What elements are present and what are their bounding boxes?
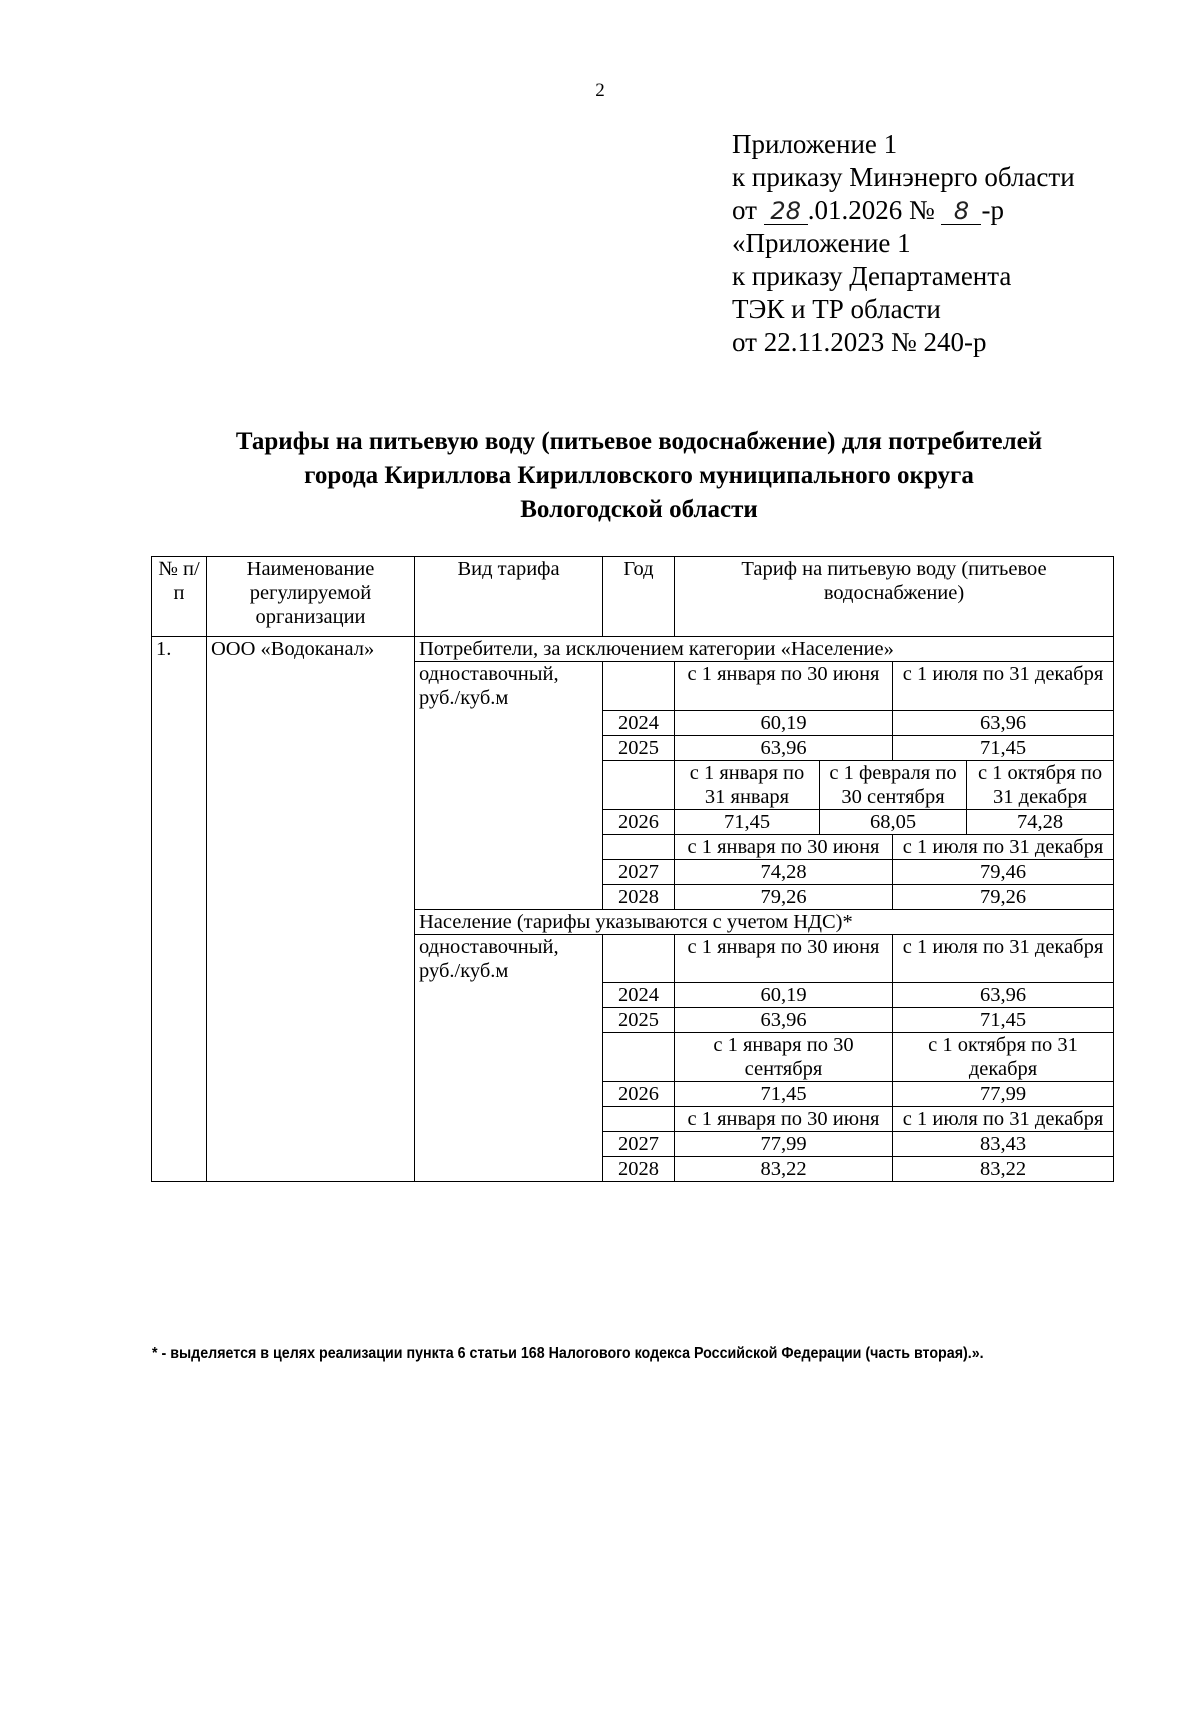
table-row bbox=[152, 884, 1114, 909]
table-row bbox=[152, 1033, 1114, 1082]
section1-tariff-type: одноставочный, руб./куб.м bbox=[415, 662, 603, 711]
table-row bbox=[152, 1082, 1114, 1107]
s2-period3-b: с 1 июля по 31 декабря bbox=[893, 1107, 1114, 1132]
tariffs-table bbox=[151, 556, 1114, 1182]
s2-value-2025-b: 71,45 bbox=[893, 1008, 1114, 1033]
page-number: 2 bbox=[595, 80, 605, 101]
s1-value-2025-b: 71,45 bbox=[893, 735, 1114, 760]
appendix-date-prefix: от bbox=[732, 195, 764, 225]
s1-year-2025: 2025 bbox=[603, 735, 675, 760]
s2-value-2028-b: 83,22 bbox=[893, 1157, 1114, 1182]
table-row bbox=[152, 637, 1114, 662]
table-row bbox=[152, 834, 1114, 859]
s1-year-2028: 2028 bbox=[603, 884, 675, 909]
appendix-date-suffix: -р bbox=[981, 195, 1004, 225]
title-line-2: города Кириллова Кирилловского муниципального округа bbox=[304, 462, 974, 489]
s2-period1-b: с 1 июля по 31 декабря bbox=[893, 934, 1114, 983]
s1-period1-b: с 1 июля по 31 декабря bbox=[893, 662, 1114, 711]
s1-year-2024: 2024 bbox=[603, 710, 675, 735]
s1-value-2024-a: 60,19 bbox=[675, 710, 893, 735]
appendix-line-1: Приложение 1 bbox=[732, 129, 898, 159]
s2-year-2025: 2025 bbox=[603, 1008, 675, 1033]
table-row bbox=[152, 710, 1114, 735]
table-row bbox=[152, 859, 1114, 884]
appendix-line-2: к приказу Минэнерго области bbox=[732, 162, 1075, 192]
table-row bbox=[152, 1132, 1114, 1157]
table-row bbox=[152, 1008, 1114, 1033]
s1-value-2026-a: 71,45 bbox=[675, 809, 820, 834]
table-row bbox=[152, 735, 1114, 760]
table-row bbox=[152, 909, 1114, 934]
s2-value-2024-a: 60,19 bbox=[675, 983, 893, 1008]
s2-value-2027-a: 77,99 bbox=[675, 1132, 893, 1157]
s1-period2-a: с 1 января по 31 января bbox=[675, 760, 820, 809]
title-line-3: Вологодской области bbox=[520, 496, 758, 523]
section2-tariff-type: одноставочный, руб./куб.м bbox=[415, 934, 603, 983]
table-row bbox=[152, 1157, 1114, 1182]
appendix-line-6: ТЭК и ТР области bbox=[732, 294, 941, 324]
appendix-date-middle: .01.2026 № bbox=[807, 195, 942, 225]
s2-value-2026-a: 71,45 bbox=[675, 1082, 893, 1107]
s1-period2-b: с 1 февраля по 30 сентября bbox=[820, 760, 967, 809]
s1-value-2028-b: 79,26 bbox=[893, 884, 1114, 909]
s2-value-2028-a: 83,22 bbox=[675, 1157, 893, 1182]
handwritten-order-number: 8 bbox=[941, 198, 981, 225]
header-year: Год bbox=[603, 557, 675, 637]
section2-title: Население (тарифы указываются с учетом НДС)* bbox=[415, 909, 1114, 934]
title-line-1: Тарифы на питьевую воду (питьевое водоснабжение) для потребителей bbox=[235, 428, 1043, 455]
s1-period2-c: с 1 октября по 31 декабря bbox=[967, 760, 1114, 809]
header-tariff: Тариф на питьевую воду (питьевое водоснабжение) bbox=[675, 557, 1114, 637]
appendix-line-4: «Приложение 1 bbox=[732, 228, 911, 258]
table-row bbox=[152, 760, 1114, 809]
s1-period3-a: с 1 января по 30 июня bbox=[675, 834, 893, 859]
appendix-block bbox=[732, 128, 1075, 359]
s2-year-2027: 2027 bbox=[603, 1132, 675, 1157]
s1-year-2026: 2026 bbox=[603, 809, 675, 834]
s2-period2-b: с 1 октября по 31 декабря bbox=[893, 1033, 1114, 1082]
section1-title: Потребители, за исключением категории «Население» bbox=[415, 637, 1114, 662]
s2-year-2026: 2026 bbox=[603, 1082, 675, 1107]
org-name: ООО «Водоканал» bbox=[207, 637, 415, 662]
s1-value-2027-b: 79,46 bbox=[893, 859, 1114, 884]
s1-value-2027-a: 74,28 bbox=[675, 859, 893, 884]
s1-value-2026-c: 74,28 bbox=[967, 809, 1114, 834]
s1-value-2025-a: 63,96 bbox=[675, 735, 893, 760]
appendix-line-7: от 22.11.2023 № 240-р bbox=[732, 327, 987, 357]
s2-value-2027-b: 83,43 bbox=[893, 1132, 1114, 1157]
header-org: Наименование регулируемой организации bbox=[207, 557, 415, 637]
s2-period2-a: с 1 января по 30 сентября bbox=[675, 1033, 893, 1082]
s2-year-2024: 2024 bbox=[603, 983, 675, 1008]
appendix-line-5: к приказу Департамента bbox=[732, 261, 1012, 291]
table-row bbox=[152, 809, 1114, 834]
s2-value-2025-a: 63,96 bbox=[675, 1008, 893, 1033]
s1-period1-a: с 1 января по 30 июня bbox=[675, 662, 893, 711]
row-number: 1. bbox=[152, 637, 207, 662]
s1-value-2024-b: 63,96 bbox=[893, 710, 1114, 735]
table-row bbox=[152, 1107, 1114, 1132]
s2-value-2026-b: 77,99 bbox=[893, 1082, 1114, 1107]
s2-period3-a: с 1 января по 30 июня bbox=[675, 1107, 893, 1132]
header-num: № п/п bbox=[152, 557, 207, 637]
s2-year-2028: 2028 bbox=[603, 1157, 675, 1182]
s2-period1-a: с 1 января по 30 июня bbox=[675, 934, 893, 983]
handwritten-day: 28 bbox=[764, 198, 808, 225]
s1-value-2026-b: 68,05 bbox=[820, 809, 967, 834]
footnote: * - выделяется в целях реализации пункта 6 статьи 168 Налогового кодекса Российской Федерации (часть вторая).». bbox=[152, 1345, 984, 1362]
s2-value-2024-b: 63,96 bbox=[893, 983, 1114, 1008]
document-title bbox=[150, 425, 1128, 527]
table-row bbox=[152, 983, 1114, 1008]
header-type: Вид тарифа bbox=[415, 557, 603, 637]
table-row bbox=[152, 662, 1114, 711]
s1-value-2028-a: 79,26 bbox=[675, 884, 893, 909]
table-row bbox=[152, 934, 1114, 983]
s1-year-2027: 2027 bbox=[603, 859, 675, 884]
table-header-row bbox=[152, 557, 1114, 637]
appendix-line-3 bbox=[732, 194, 1075, 227]
s1-period3-b: с 1 июля по 31 декабря bbox=[893, 834, 1114, 859]
